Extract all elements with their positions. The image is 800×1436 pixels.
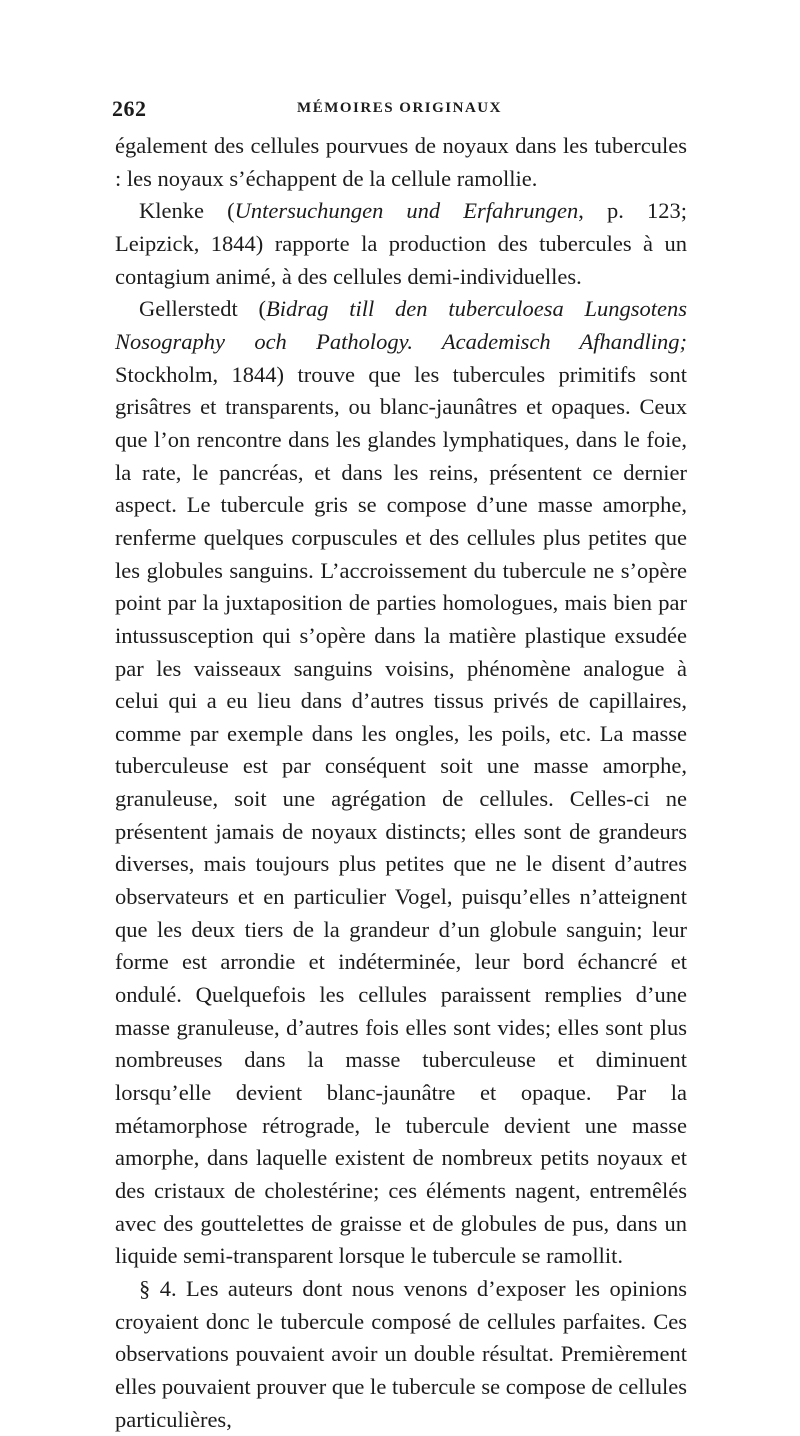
author-name: Klenke [139, 198, 204, 224]
paragraph-gellerstedt [115, 293, 687, 1273]
page-number: 262 [112, 96, 147, 121]
paragraph-text: , p. 123; Leipzick, 1844) rapporte la production des tubercules à un contagium animé, à des cellules demi-individuelles. [115, 198, 687, 289]
work-title: Bidrag till den tuberculoesa Lungsotens Nosography och Pathology. Academisch Afhandling; [115, 296, 687, 354]
paragraph-klenke [115, 195, 687, 293]
paragraph-section-4: § 4. Les auteurs dont nous venons d’exposer les opinions croyaient donc le tubercule composé de cellules parfaites. Ces observations pouvaient avoir un double résultat. Premièrement elles pouvaient prouver que le tubercule se compose de cellules particulières, [115, 1275, 687, 1432]
paren-open: ( [237, 296, 266, 322]
body-text [115, 130, 687, 1436]
page-header [112, 96, 687, 126]
paragraph-text: Stockholm, 1844) trouve que les tubercules primitifs sont grisâtres et transparents, ou blanc-jaunâtres et opaques. Ceux que l’on rencontre dans les glandes lymphatiques, dans le foie, la rate, le pancréas, et dans les reins, présentent ce dernier aspect. Le tubercule gris se compose d’une masse amorphe, renferme quelques corpuscules et des cellules plus petites que les globules sanguins. L’accroissement du tubercule ne s’opère point par la juxtaposition de parties homologues, mais bien par intussusception qui s’opère dans la matière plastique exsudée par les vaisseaux sanguins voisins, phénomène analogue à celui qui a eu lieu dans d’autres tissus privés de capillaires, comme par exemple dans les ongles, les poils, etc. La masse tuberculeuse est par conséquent soit une masse amorphe, granuleuse, soit une agrégation de cellules. Celles-ci ne présentent jamais de noyaux distincts; elles sont de grandeurs diverses, mais toujours plus petites que ne le disent d’autres observateurs et en particulier Vogel, puisqu’elles n’atteignent que les deux tiers de la grandeur d’un globule sanguin; leur forme est arrondie et indéterminée, leur bord échancré et ondulé. Quelquefois les cellules paraissent remplies d’une masse granuleuse, d’autres fois elles sont vides; elles sont plus nombreuses dans la masse tuberculeuse et diminuent lorsqu’elle devient blanc-jaunâtre et opaque. Par la métamorphose rétrograde, le tubercule devient une masse amorphe, dans laquelle existent de nombreux petits noyaux et des cristaux de cholestérine; ces éléments nagent, entremêlés avec des gouttelettes de graisse et de globules de pus, dans un liquide semi-transparent lorsque le tubercule se ramollit. [115, 361, 687, 1269]
paren-open: ( [203, 198, 235, 224]
paragraph-continuation: également des cellules pourvues de noyaux dans les tubercules : les noyaux s’échappent de la cellule ramollie. [115, 133, 687, 191]
work-title: Untersuchungen und Erfahrungen [234, 198, 579, 224]
running-title: MÉMOIRES ORIGINAUX [297, 100, 502, 116]
author-name: Gellerstedt [139, 296, 238, 322]
